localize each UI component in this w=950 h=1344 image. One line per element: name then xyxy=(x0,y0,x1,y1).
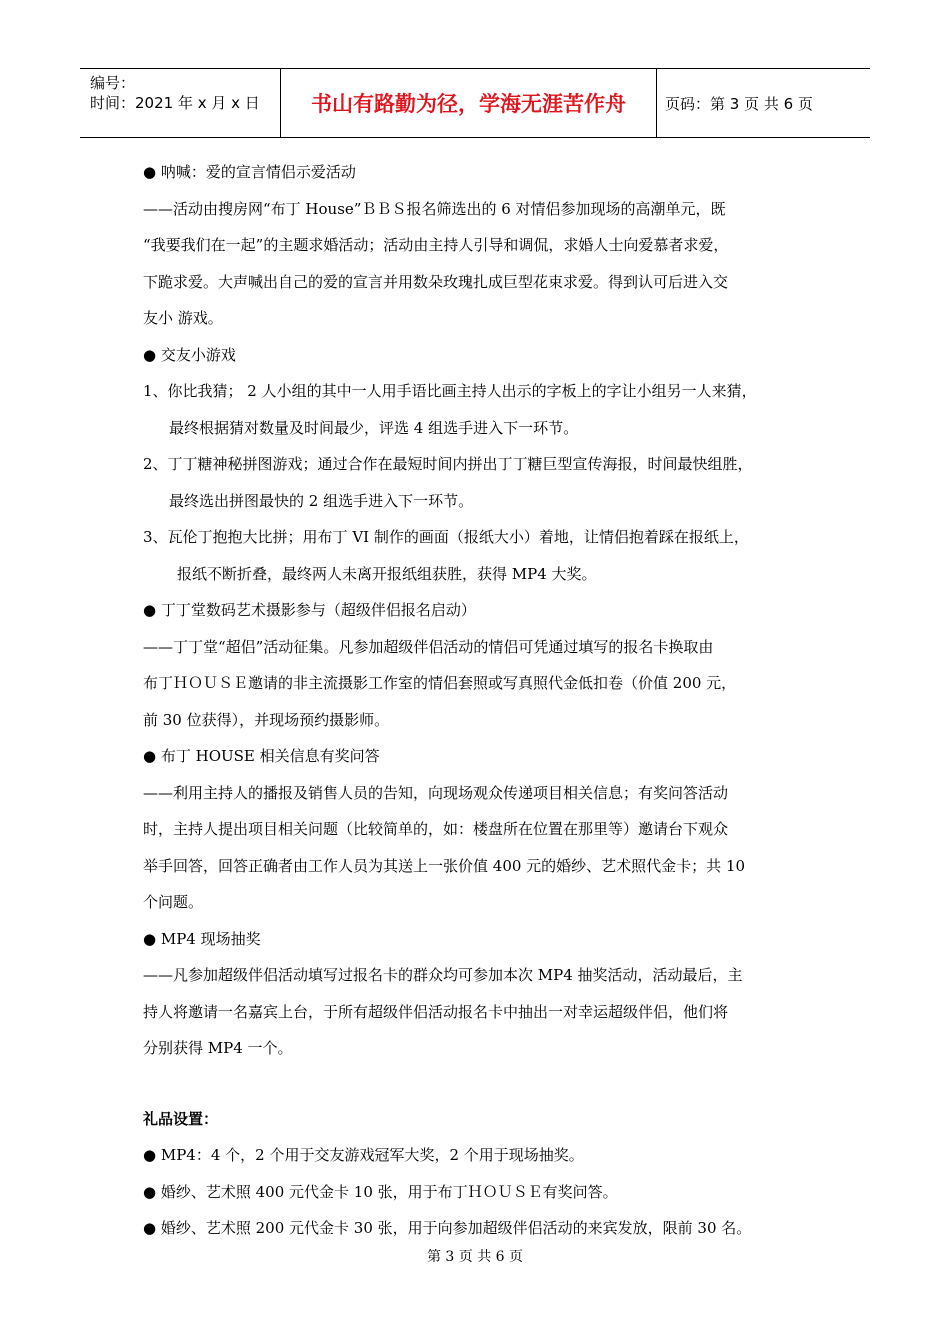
gift-item: ● 婚纱、艺术照 200 元代金卡 30 张，用于向参加超级伴侣活动的来宾发放，限前 30 名。 xyxy=(143,1219,752,1237)
list-item: 1、你比我猜； 2 人小组的其中一人用手语比画主持人出示的字板上的字让小组另一人来猜， xyxy=(143,382,757,400)
paragraph-line: ——丁丁堂“超侣”活动征集。凡参加超级伴侣活动的情侣可凭通过填写的报名卡换取由 xyxy=(143,637,714,656)
paragraph-line: 分别获得 MP4 一个。 xyxy=(143,1039,293,1057)
paragraph-line: 举手回答，回答正确者由工作人员为其送上一张价值 400 元的婚纱、艺术照代金卡；共 10 xyxy=(143,856,746,875)
paragraph-line: 持人将邀请一名嘉宾上台，于所有超级伴侣活动报名卡中抽出一对幸运超级伴侣，他们将 xyxy=(143,1002,729,1021)
bullet-heading: ● MP4 现场抽奖 xyxy=(143,929,261,948)
bullet-heading: ● 布丁 HOUSE 相关信息有奖问答 xyxy=(143,747,380,765)
paragraph-line: 时，主持人提出项目相关问题（比较简单的，如：楼盘所在位置在那里等）邀请台下观众 xyxy=(143,820,729,838)
gift-item: ● 婚纱、艺术照 400 元代金卡 10 张，用于布丁ＨＯＵＳＥ有奖问答。 xyxy=(143,1182,618,1201)
header-left-cell xyxy=(80,69,281,137)
list-item: 3、瓦伦丁抱抱大比拼；用布丁 VI 制作的画面（报纸大小）着地，让情侣抱着踩在报纸上， xyxy=(143,528,749,546)
list-item-continuation: 报纸不断折叠，最终两人未离开报纸组获胜，获得 MP4 大奖。 xyxy=(177,564,597,583)
bullet-heading: ● 交友小游戏 xyxy=(143,345,236,364)
paragraph-line: 个问题。 xyxy=(143,893,204,911)
section-heading: 礼品设置： xyxy=(143,1109,219,1128)
paragraph-line: 下跪求爱。大声喊出自己的爱的宣言并用数朵玫瑰扎成巨型花束求爱。得到认可后进入交 xyxy=(143,272,729,291)
page-header xyxy=(80,68,870,138)
header-motto: 书山有路勤为径，学海无涯苦作舟 xyxy=(281,69,657,137)
bullet-heading: ● 丁丁堂数码艺术摄影参与（超级伴侣报名启动） xyxy=(143,601,476,619)
paragraph-line: “我要我们在一起”的主题求婚活动；活动由主持人引导和调侃，求婚人士向爱慕者求爱， xyxy=(143,236,729,254)
paragraph-line: ——凡参加超级伴侣活动填写过报名卡的群众均可参加本次 MP4 抽奖活动，活动最后，主 xyxy=(143,966,743,984)
paragraph-line: 前 30 位获得），并现场预约摄影师。 xyxy=(143,710,390,729)
doc-time-label: 时间：2021 年 x 月 x 日 xyxy=(90,94,260,112)
header-page-label: 页码：第 3 页 共 6 页 xyxy=(665,94,813,113)
paragraph-line: 布丁ＨＯＵＳＥ邀请的非主流摄影工作室的情侣套照或写真照代金低扣卷（价值 200 元， xyxy=(143,674,737,692)
list-item-continuation: 最终根据猜对数量及时间最少，评选 4 组选手进入下一环节。 xyxy=(169,418,579,437)
list-item: 2、丁丁糖神秘拼图游戏；通过合作在最短时间内拼出丁丁糖巨型宣传海报，时间最快组胜， xyxy=(143,455,753,473)
gift-item: ● MP4：4 个，2 个用于交友游戏冠军大奖，2 个用于现场抽奖。 xyxy=(143,1146,584,1164)
paragraph-line: ——活动由搜房网“布丁 House”ＢＢＳ报名筛选出的 6 对情侣参加现场的高潮单元，既 xyxy=(143,199,726,218)
document-body xyxy=(143,158,813,1251)
paragraph-line: 友小 游戏。 xyxy=(143,309,223,327)
page-footer: 第 3 页 共 6 页 xyxy=(426,1249,524,1265)
list-item-continuation: 最终选出拼图最快的 2 组选手进入下一环节。 xyxy=(169,491,474,510)
paragraph-line: ——利用主持人的播报及销售人员的告知，向现场观众传递项目相关信息；有奖问答活动 xyxy=(143,783,729,802)
doc-number-label: 编号： xyxy=(90,74,136,92)
bullet-heading: ● 呐喊：爱的宣言情侣示爱活动 xyxy=(143,163,356,181)
